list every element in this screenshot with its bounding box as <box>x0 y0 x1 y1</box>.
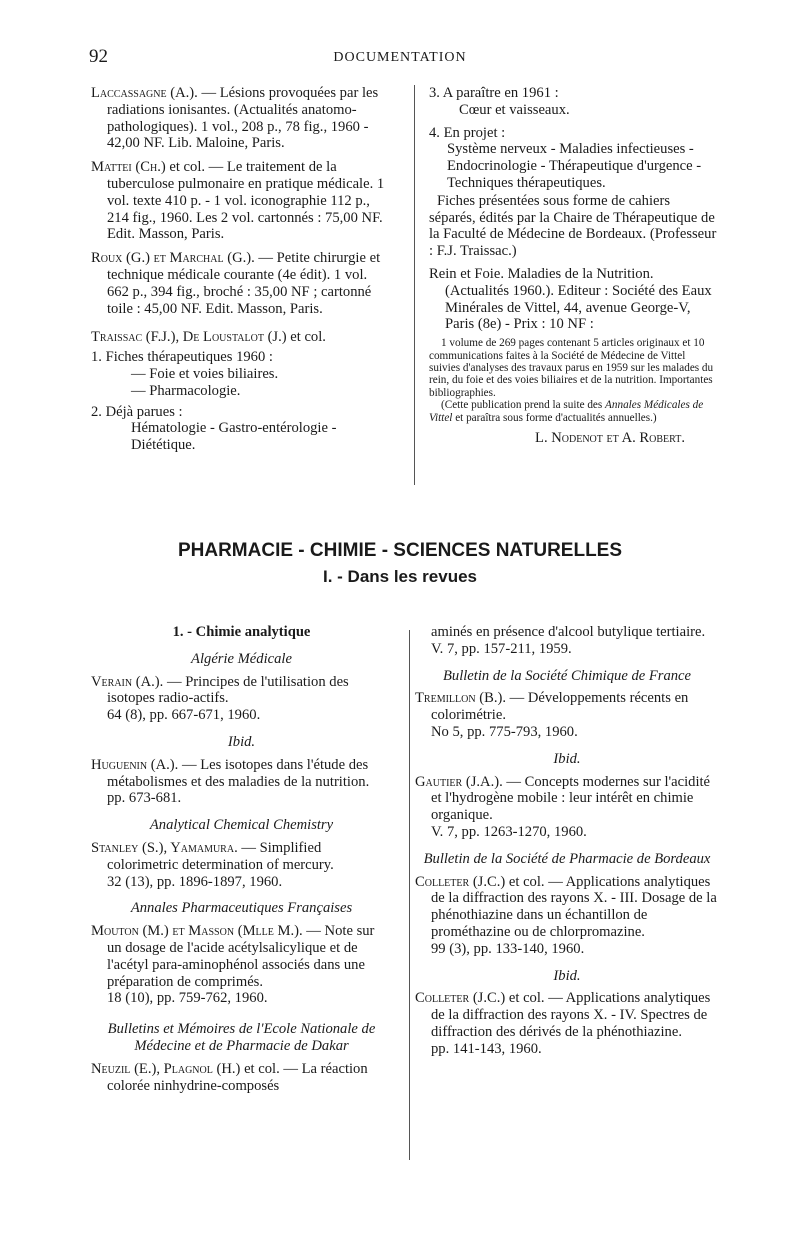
section-title: PHARMACIE - CHIMIE - SCIENCES NATURELLES <box>177 540 623 561</box>
entry-author: Tremillon (B.). <box>415 690 506 707</box>
entry-text: — Petite chirurgie et technique médicale courante (4e édit). 1 vol. 662 p., 394 fig., broché : 35,00 NF ; cartonné toile : 45,00 NF. Edit. Masson, Paris. <box>107 250 381 317</box>
bibliography-entry <box>415 874 719 958</box>
journal-title: Bulletin de la Société Chimique de France <box>442 667 692 684</box>
list-subitem: Système nerveux - Maladies infectieuses - Endocrinologie - Thérapeutique d'urgence - Techniques thérapeutiques. <box>447 141 702 191</box>
note-text: et paraîtra sous forme d'actualités annuelles.) <box>452 411 657 424</box>
top-left-column <box>91 85 392 461</box>
signature: L. Nodenot et A. Robert. <box>535 430 685 446</box>
entry-text: — Principes de l'utilisation des isotopes radio-actifs. <box>107 673 349 707</box>
journal-title: Ibid. <box>553 750 581 767</box>
page-number: 92 <box>89 46 108 67</box>
bibliography-entry <box>91 1061 392 1095</box>
entry-author: Huguenin (A.). <box>91 756 179 773</box>
bibliography-entry <box>91 923 392 1007</box>
list-subitem: — Foie et voies biliaires. <box>131 365 279 382</box>
entry-reference: V. 7, pp. 1263-1270, 1960. <box>431 823 587 840</box>
bibliography-entry <box>91 159 392 243</box>
column-divider <box>409 630 410 1160</box>
bibliography-entry <box>415 774 719 841</box>
entry-author: Colleter (J.C.) <box>415 873 506 890</box>
running-title: DOCUMENTATION <box>333 50 467 65</box>
list-item: 4. En projet : <box>429 124 506 141</box>
entry-text: et col. — Applications analytiques de la diffraction des rayons X. - III. Dosage de la phénothiazine dans un échantillon de prométhazine ou de chlorpromazine. <box>431 873 717 940</box>
entry-text: et col. <box>286 329 326 346</box>
entry-text: et col. — La réaction colorée ninhydrine-composés <box>107 1060 368 1094</box>
journal-title: Bulletin de la Société de Pharmacie de Bordeaux <box>423 850 711 867</box>
entry-text: — Lésions provoquées par les radiations ionisantes. (Actualités anatomo-pathologiques). 1 vol., 208 p., 78 fig., 1960 - 42,00 NF. Lib. Maloine, Paris. <box>107 85 379 152</box>
bibliography-entry <box>415 990 719 1057</box>
entry-text: et col. — Le traitement de la tuberculose pulmonaire en pratique médicale. 1 vol. texte 410 p. - 1 vol. iconographie 112 p., 214 fig., 1960. Les 2 vol. cartonnés : 75,00 NF. Edit. Masson, Paris. <box>107 159 385 243</box>
list-subitem: Cœur et vaisseaux. <box>459 101 570 118</box>
entry-reference: 32 (13), pp. 1896-1897, 1960. <box>107 873 283 890</box>
bibliography-entry <box>415 690 719 740</box>
entry-author: Verain (A.). <box>91 673 164 690</box>
list-subitem: — Pharmacologie. <box>131 382 241 399</box>
entry-author: Laccassagne (A.). <box>91 85 198 101</box>
bibliography-entry <box>91 250 392 317</box>
list-item: 2. Déjà parues : <box>91 403 183 420</box>
entry-author: Neuzil (E.), Plagnol (H.) <box>91 1060 241 1077</box>
journal-title: Bulletins et Mémoires de l'Ecole Nationale de Médecine et de Pharmacie de Dakar <box>107 1021 376 1054</box>
entry-author: Colleter (J.C.) <box>415 990 506 1007</box>
entry-reference: 64 (8), pp. 667-671, 1960. <box>107 707 261 724</box>
entry-author: Traissac (F.J.), De Loustalot (J.) <box>91 329 287 346</box>
note-text: 1 volume de 269 pages contenant 5 articles originaux et 10 communications faites à la Société de Médecine de Vittel suivies d'analyses des travaux parus en 1959 sur les malades du rein, du foie et des voies biliaires et de la nutrition. Importantes bibliographies. <box>429 337 714 399</box>
bibliography-entry <box>91 674 392 724</box>
section-subtitle: I. - Dans les revues <box>322 567 478 586</box>
top-right-column <box>429 85 719 447</box>
entry-author: Roux (G.) et Marchal (G.). <box>91 250 255 267</box>
column-divider <box>414 85 415 485</box>
entry-reference: pp. 141-143, 1960. <box>431 1040 542 1057</box>
entry-text: — Concepts modernes sur l'acidité et l'hydrogène mobile : leur intérêt en chimie organique. <box>431 773 711 824</box>
paragraph: Rein et Foie. Maladies de la Nutrition. (Actualités 1960.). Editeur : Société des Eaux Minérales de Vittel, 44, avenue George-V, Paris (8e) - Prix : 10 NF : <box>429 265 712 333</box>
entry-reference: pp. 673-681. <box>107 790 182 807</box>
page-header <box>0 46 800 70</box>
entry-reference: 18 (10), pp. 759-762, 1960. <box>107 990 268 1007</box>
entry-text: — Note sur un dosage de l'acide acétylsalicylique et de l'acétyl para-aminophénol associés dans une préparation de comprimés. <box>107 923 375 990</box>
entry-reference: V. 7, pp. 157-211, 1959. <box>431 640 572 657</box>
entry-text: — Développements récents en colorimétrie. <box>431 690 689 724</box>
entry-author: Stanley (S.), Yamamura. <box>91 839 238 856</box>
note-text: (Cette publication prend la suite des <box>441 399 606 412</box>
bibliography-entry <box>91 757 392 807</box>
journal-title: Ibid. <box>553 967 581 984</box>
paragraph: Fiches présentées sous forme de cahiers séparés, édités par la Chaire de Thérapeutique de la Faculté de Médecine de Bordeaux. (Professeur : F.J. Traissac.) <box>429 192 717 260</box>
entry-author: Gautier (J.A.). <box>415 773 503 790</box>
note-text: Annales Médicales de Vittel <box>429 399 704 424</box>
entry-text: aminés en présence d'alcool butylique tertiaire. <box>431 624 706 640</box>
list-item: 1. Fiches thérapeutiques 1960 : <box>91 349 273 366</box>
journal-title: Ibid. <box>227 733 256 750</box>
bottom-left-column <box>91 624 392 1101</box>
journal-title: Annales Pharmaceutiques Françaises <box>130 900 353 917</box>
entry-author: Mouton (M.) et Masson (Mlle M.). <box>91 923 303 940</box>
subsection-title: 1. - Chimie analytique <box>172 624 311 640</box>
entry-text: — Les isotopes dans l'étude des métabolismes et des maladies de la nutrition. <box>107 756 370 790</box>
list-subitem: Hématologie - Gastro-entérologie - Diététique. <box>131 420 337 454</box>
entry-reference: No 5, pp. 775-793, 1960. <box>431 723 578 740</box>
bibliography-entry <box>91 840 392 890</box>
list-item: 3. A paraître en 1961 : <box>429 85 559 101</box>
entry-author: Mattei (Ch.) <box>91 159 166 176</box>
bibliography-entry <box>91 329 392 454</box>
entry-text: et col. — Applications analytiques de la diffraction des rayons X. - IV. Spectres de diffraction des dérivés de la phénothiazine. <box>431 990 711 1040</box>
entry-reference: 99 (3), pp. 133-140, 1960. <box>431 940 585 957</box>
note <box>429 337 719 424</box>
bibliography-entry <box>91 85 392 152</box>
journal-title: Algérie Médicale <box>191 650 292 667</box>
bottom-right-column <box>415 624 719 1065</box>
journal-title: Analytical Chemical Chemistry <box>149 817 334 834</box>
bibliography-entry <box>415 624 719 658</box>
entry-text: — Simplified colorimetric determination of mercury. <box>107 839 334 873</box>
